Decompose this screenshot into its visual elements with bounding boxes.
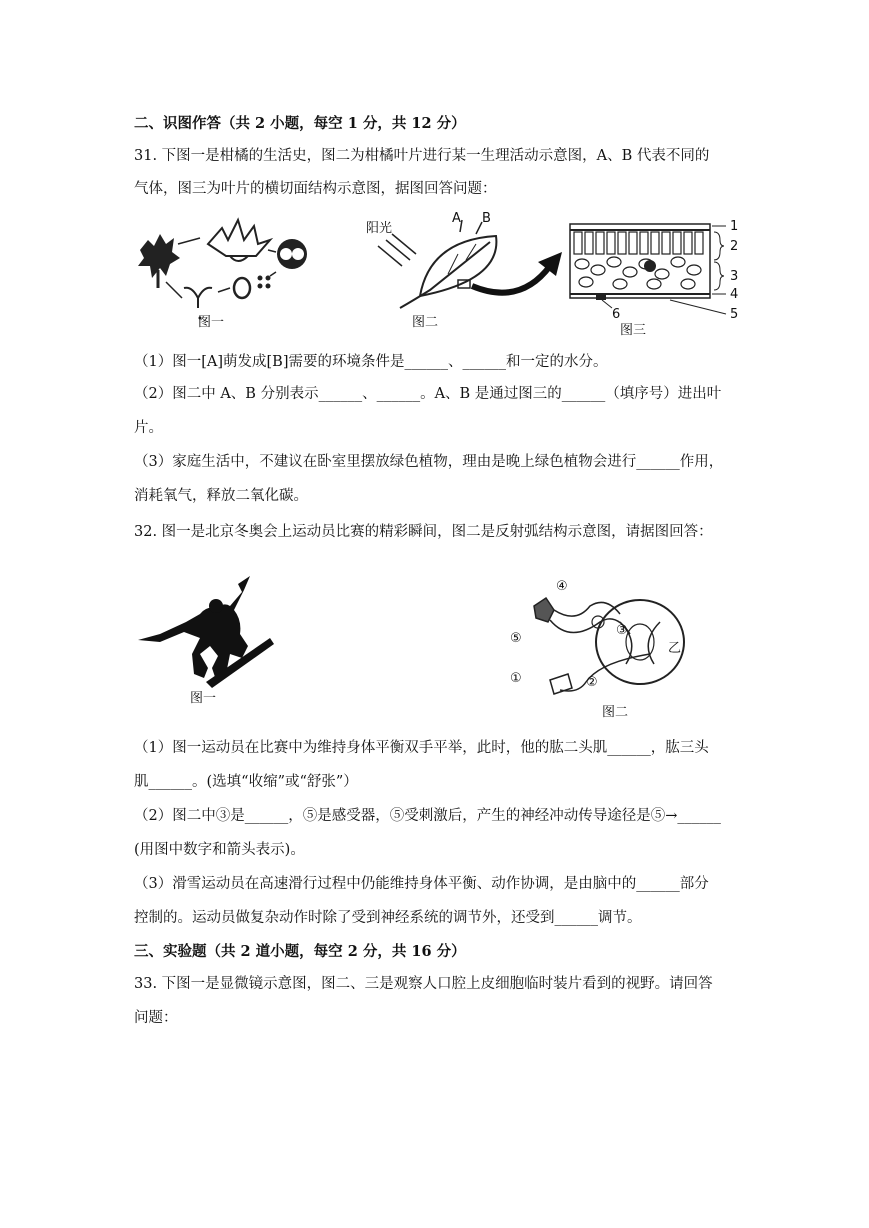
fig3-number-1: 1 (730, 219, 739, 234)
fig1-caption: 图一 (198, 315, 225, 330)
q32-sub3-line-2: 控制的。运动员做复杂动作时除了受到神经系统的调节外，还受到______调节。 (134, 910, 642, 926)
q31-sub3-line-1: （3）家庭生活中，不建议在卧室里摆放绿色植物，理由是晚上绿色植物会进行______作用， (134, 454, 724, 470)
fig3-number-3: 3 (730, 269, 739, 284)
section-2-heading: 二、识图作答（共 2 小题，每空 1 分，共 12 分） (134, 115, 466, 132)
q32-sub2-line-2: (用图中数字和箭头表示)。 (134, 842, 305, 858)
fig2-caption: 图二 (412, 315, 439, 330)
fig2-light-label: 阳光 (366, 221, 393, 236)
q32-figures (130, 562, 730, 722)
fig3-caption: 图三 (620, 323, 647, 338)
q33-stem-line-2: 问题： (134, 1010, 178, 1026)
fig2-label-b: B (482, 211, 491, 226)
fig2-caption: 图二 (602, 705, 629, 720)
fig2-label-3: ③ (616, 623, 628, 638)
fig2-leaf-illustration (366, 211, 562, 308)
q31-sub2-line-2: 片。 (134, 420, 163, 436)
q32-sub1-line-1: （1）图一运动员在比赛中为维持身体平衡双手平举，此时，他的肱二头肌______，肱三头 (134, 740, 709, 756)
fig3-number-5: 5 (730, 307, 739, 322)
q31-stem-line-2: 气体，图三为叶片的横切面结构示意图，据图回答问题： (134, 181, 497, 197)
q33-stem-line-1: 33. 下图一是显微镜示意图，图二、三是观察人口腔上皮细胞临时装片看到的视野。请回答 (134, 976, 713, 992)
q31-figures (130, 210, 750, 338)
q31-sub3-line-2: 消耗氧气，释放二氧化碳。 (134, 488, 308, 504)
q31-sub2-line-1: （2）图二中 A、B 分别表示______、______。A、B 是通过图三的______（填序号）进出叶 (134, 386, 722, 402)
fig2-label-2: ② (586, 675, 598, 690)
fig1-life-cycle-illustration (138, 220, 307, 320)
q32-sub3-line-1: （3）滑雪运动员在高速滑行过程中仍能维持身体平衡、动作协调，是由脑中的______部分 (134, 876, 709, 892)
fig2-reflex-arc-diagram (510, 579, 684, 694)
fig3-number-6: 6 (612, 307, 621, 322)
fig3-number-4: 4 (730, 287, 739, 302)
section-3-heading: 三、实验题（共 2 道小题，每空 2 分，共 16 分） (134, 943, 466, 960)
q32-stem: 32. 图一是北京冬奥会上运动员比赛的精彩瞬间，图二是反射弧结构示意图，请据图回答： (134, 524, 713, 540)
fig2-label-5: ⑤ (510, 631, 522, 646)
fig3-number-2: 2 (730, 239, 739, 254)
fig2-label-1: ① (510, 671, 522, 686)
fig1-snowboarder-silhouette (138, 576, 274, 688)
q32-sub2-line-1: （2）图二中③是______，⑤是感受器，⑤受刺激后，产生的神经冲动传导途径是⑤→______ (134, 808, 721, 824)
fig2-label-a: A (452, 211, 461, 226)
fig3-leaf-cross-section (570, 219, 738, 322)
q31-sub1: （1）图一[A]萌发成[B]需要的环境条件是______、______和一定的水分。 (134, 354, 608, 370)
fig1-caption: 图一 (190, 691, 217, 706)
q32-sub1-line-2: 肌______。(选填“收缩”或“舒张”） (134, 774, 358, 790)
q31-stem-line-1: 31. 下图一是柑橘的生活史，图二为柑橘叶片进行某一生理活动示意图，A、B 代表不同的 (134, 148, 710, 164)
fig2-label-yi: 乙 (668, 641, 682, 656)
fig2-label-4: ④ (556, 579, 568, 594)
